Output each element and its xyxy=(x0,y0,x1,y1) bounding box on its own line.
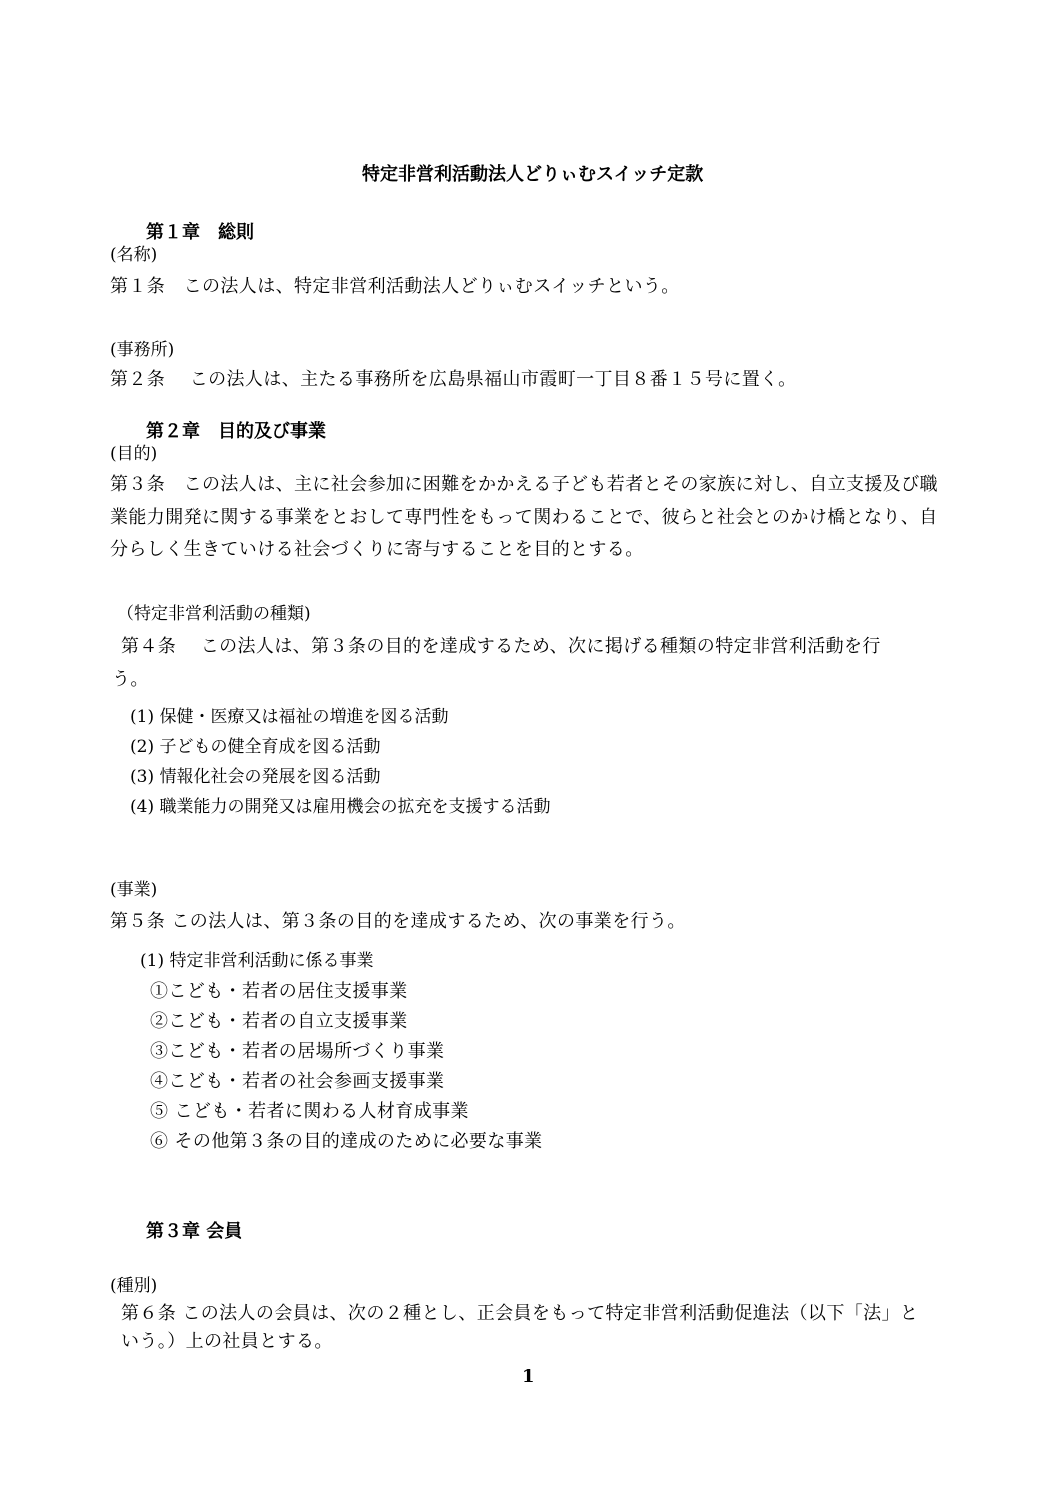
activity-item-2: (2) 子どもの健全育成を図る活動 xyxy=(130,737,381,757)
article-3-label: (目的) xyxy=(110,444,158,464)
article-5-label: (事業) xyxy=(110,880,158,900)
business-item-1: ①こども・若者の居住支援事業 xyxy=(150,981,408,1002)
article-4-label: （特定非営利活動の種類) xyxy=(117,604,311,624)
article-3-line-3: 分らしく生きていける社会づくりに寄与することを目的とする。 xyxy=(110,539,644,560)
article-5-text: 第５条 この法人は、第３条の目的を達成するため、次の事業を行う。 xyxy=(110,911,686,932)
article-3-line-2: 業能力開発に関する事業をとおして専門性をもって関わることで、彼らと社会とのかけ橋となり、自 xyxy=(110,507,938,528)
document-title: 特定非営利活動法人どりぃむスイッチ定款 xyxy=(362,164,704,185)
article-6-line-1: 第６条 この法人の会員は、次の２種とし、正会員をもって特定非営利活動促進法（以下「法」と xyxy=(121,1303,919,1324)
chapter-1-heading: 第１章 総則 xyxy=(146,222,254,243)
business-sub-heading: (1) 特定非営利活動に係る事業 xyxy=(140,951,374,971)
activity-item-3: (3) 情報化社会の発展を図る活動 xyxy=(130,767,381,787)
article-4-line-1: 第４条 この法人は、第３条の目的を達成するため、次に掲げる種類の特定非営利活動を行 xyxy=(121,636,881,657)
article-1-text: 第１条 この法人は、特定非営利活動法人どりぃむスイッチという。 xyxy=(110,276,680,297)
business-item-2: ②こども・若者の自立支援事業 xyxy=(150,1011,408,1032)
article-1-label: (名称) xyxy=(110,245,158,265)
activity-item-4: (4) 職業能力の開発又は雇用機会の拡充を支援する活動 xyxy=(130,797,551,817)
page-number: 1 xyxy=(522,1366,535,1387)
activity-item-1: (1) 保健・医療又は福祉の増進を図る活動 xyxy=(130,707,449,727)
article-2-text: 第２条 この法人は、主たる事務所を広島県福山市霞町一丁目８番１５号に置く。 xyxy=(110,369,797,390)
chapter-2-heading: 第２章 目的及び事業 xyxy=(146,421,326,442)
article-4-line-2: う。 xyxy=(112,669,149,690)
business-item-6: ⑥ その他第３条の目的達成のために必要な事業 xyxy=(150,1131,543,1152)
business-item-5: ⑤ こども・若者に関わる人材育成事業 xyxy=(150,1101,469,1122)
article-6-label: (種別) xyxy=(110,1276,158,1296)
chapter-3-heading: 第３章 会員 xyxy=(146,1221,243,1242)
article-2-label: (事務所) xyxy=(110,340,175,360)
article-3-line-1: 第３条 この法人は、主に社会参加に困難をかかえる子ども若者とその家族に対し、自立支援及び職 xyxy=(110,474,938,495)
business-item-3: ③こども・若者の居場所づくり事業 xyxy=(150,1041,445,1062)
business-item-4: ④こども・若者の社会参画支援事業 xyxy=(150,1071,445,1092)
article-6-line-2: いう。）上の社員とする。 xyxy=(121,1331,333,1352)
